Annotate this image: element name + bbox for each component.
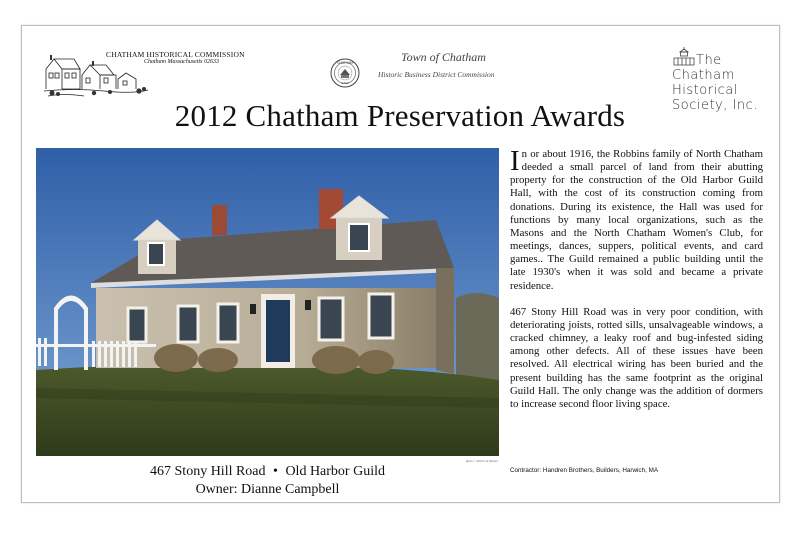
commission-name: CHATHAM HISTORICAL COMMISSION: [106, 50, 245, 59]
svg-text:1712: 1712: [341, 81, 349, 85]
photo-caption: [36, 463, 499, 499]
caption-separator: •: [273, 464, 278, 479]
society-line-2: Chatham: [672, 68, 735, 83]
award-description: [510, 145, 763, 424]
town-name: Town of Chatham: [401, 50, 486, 64]
drop-cap: I: [510, 145, 520, 177]
description-paragraph-2: 467 Stony Hill Road was in very poor condition, with deteriorating joists, rotted sills, unsalvageable windows, a cracked chimney, a leaky roof and bug-infested siding among other defects. All of these issues have been resolved. All electrical wiring has been buried and the present building has the same footprint as the original Guild Hall. The only change was the addition of dormers to increase second floor living space.: [510, 305, 763, 410]
society-line-1: The: [696, 53, 722, 68]
owner-name: Owner: Dianne Campbell: [195, 482, 340, 497]
photo-credit: photo © 2012 Lou Sievers: [466, 459, 498, 463]
property-address: 467 Stony Hill Road: [150, 464, 266, 479]
property-name: Old Harbor Guild: [285, 464, 385, 479]
town-subtitle: Historic Business District Commission: [378, 70, 495, 79]
contractor-credit: Contractor: Handren Brothers, Builders, Harwich, MA: [510, 467, 659, 474]
society-line-3: Historical: [672, 83, 738, 98]
town-seal-icon: [330, 58, 360, 88]
historical-commission-header: [44, 49, 244, 105]
house-photo: [36, 148, 499, 456]
society-line-4: Society, Inc.: [672, 98, 758, 113]
seal-lettering: CHATHAM: [337, 60, 353, 65]
page-title: 2012 Chatham Preservation Awards: [174, 98, 626, 133]
description-paragraph-1: In or about 1916, the Robbins family of North Chatham deeded a small parcel of land from their abutting property for the construction of the Old Harbor Guild Hall, with the cost of its construction coming from donations. During its existence, the Hall was used for functions by many local organizations, such as the Masons and the North Chatham Women's Club, for meetings, dances, suppers, political events, and card games.. The Guild remained a public building until the late 1930's when it was sold and became a private residence.: [510, 145, 763, 292]
cape-house-illustration: [36, 148, 499, 456]
commission-location: Chatham Massachusetts 02633: [144, 59, 219, 65]
